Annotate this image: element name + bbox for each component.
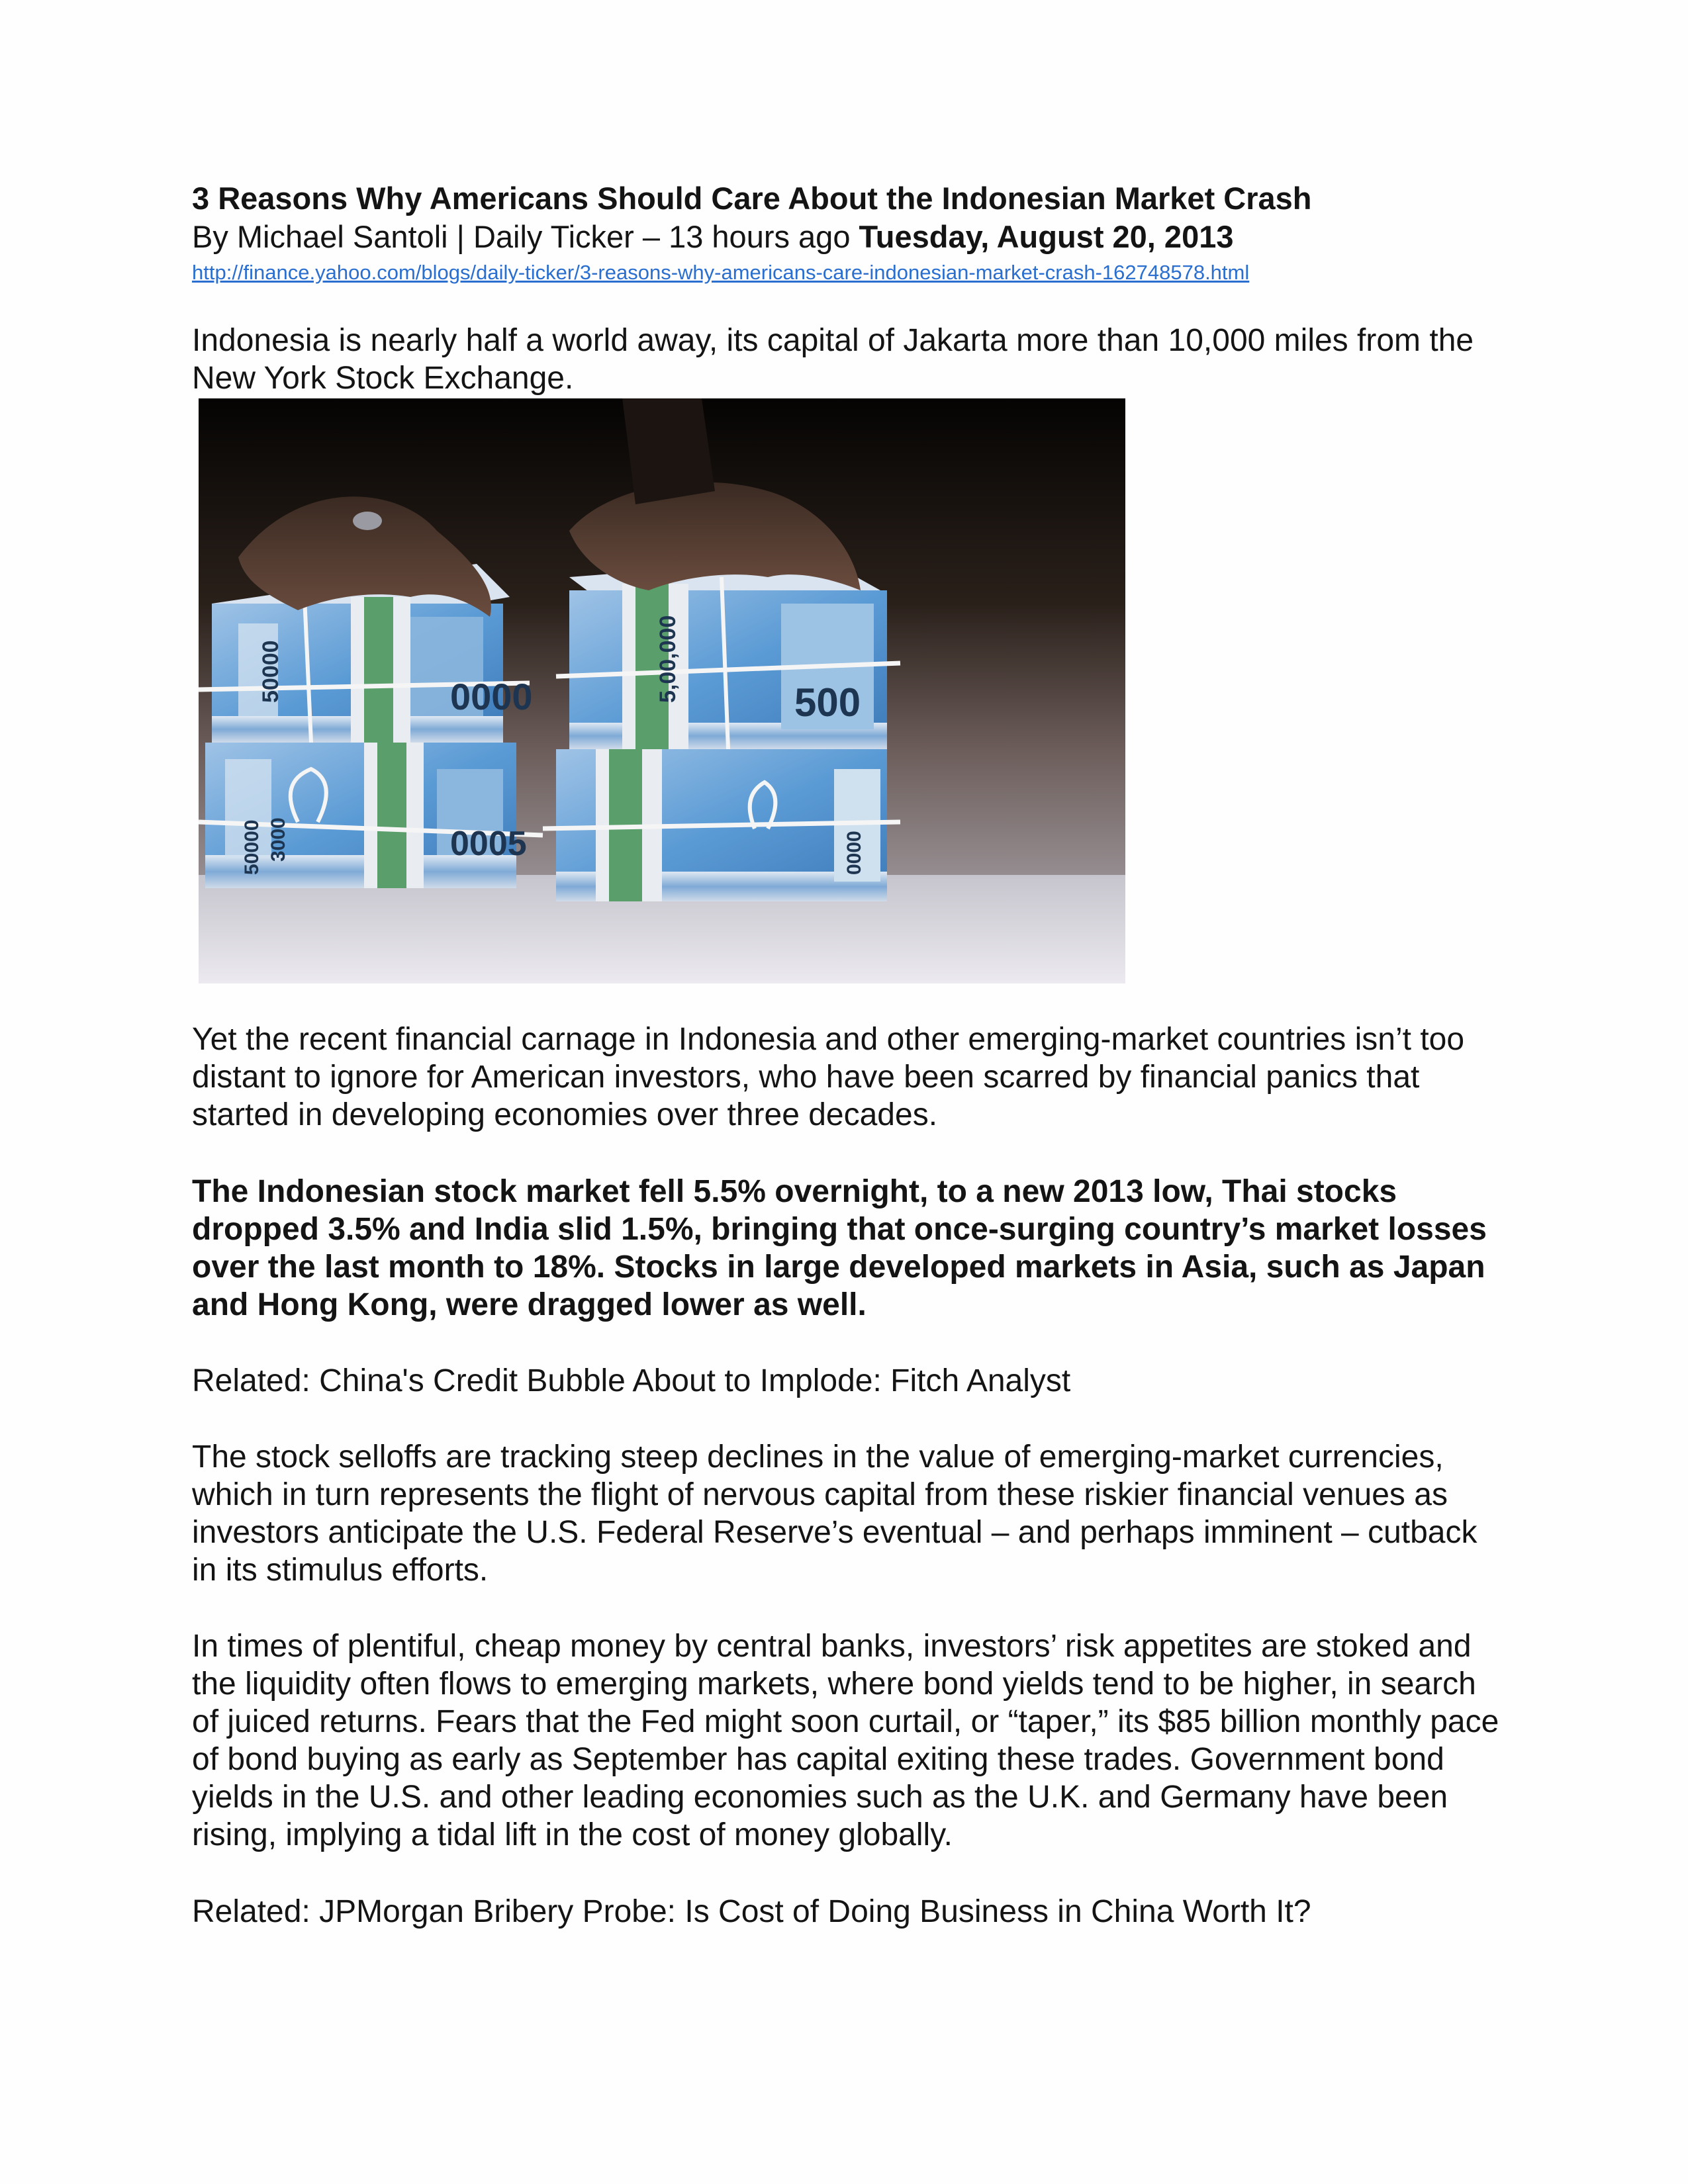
paragraph-intro: Indonesia is nearly half a world away, its capital of Jakarta more than 10,000 miles from the New York Stock Exchange. bbox=[192, 323, 1474, 396]
article-byline bbox=[192, 218, 1233, 255]
banknote-label: 0000 bbox=[843, 831, 865, 875]
banknote-label: 5,00,000 bbox=[655, 615, 680, 703]
article-date: Tuesday, August 20, 2013 bbox=[859, 219, 1234, 254]
paragraph-cheap-money: In times of plentiful, cheap money by central banks, investors’ risk appetites are stoked and the liquidity often flows to emerging markets, where bond yields tend to be higher, in search of juiced returns. Fears that the Fed might soon curtail, or “taper,” its $85 billion monthly pace of bond buying as early as September has capital exiting these trades. Government bond yields in the U.S. and other leading economies such as the U.K. and Germany have been rising, implying a tidal lift in the cost of money globally. bbox=[192, 1629, 1499, 1852]
banknote-bundle-right-bottom bbox=[543, 749, 900, 901]
article-url-link[interactable]: http://finance.yahoo.com/blogs/daily-ticker/3-reasons-why-americans-care-indonesian-market-crash-162748578.html bbox=[192, 261, 1250, 284]
banknote-photo bbox=[199, 398, 1125, 983]
banknote-label: 50000 bbox=[258, 640, 283, 703]
related-link-china-credit[interactable]: Related: China's Credit Bubble About to Implode: Fitch Analyst bbox=[192, 1363, 1071, 1398]
article-title: 3 Reasons Why Americans Should Care About the Indonesian Market Crash bbox=[192, 181, 1312, 216]
banknote-label: 50000 bbox=[241, 819, 263, 875]
banknote-label: 3000 bbox=[267, 817, 289, 862]
paragraph-market-summary: The Indonesian stock market fell 5.5% overnight, to a new 2013 low, Thai stocks dropped 3.5% and India slid 1.5%, bringing that once-surging country’s market losses over the last month to 18%. Stocks in large developed markets in Asia, such as Japan and Hong Kong, were dragged lower as well. bbox=[192, 1174, 1487, 1322]
banknote-label: 500 bbox=[794, 680, 861, 725]
banknote-label: 0000 bbox=[450, 676, 533, 717]
author-source: By Michael Santoli | Daily Ticker – 13 hours ago bbox=[192, 219, 859, 254]
paragraph-selloffs: The stock selloffs are tracking steep declines in the value of emerging-market currencies, which in turn represents the flight of nervous capital from these riskier financial venues as investors anticipate the U.S. Federal Reserve’s eventual – and perhaps imminent – cutback in its stimulus efforts. bbox=[192, 1439, 1477, 1588]
banknote-label: 0005 bbox=[450, 825, 527, 863]
paragraph-carnage: Yet the recent financial carnage in Indonesia and other emerging-market countries isn’t too distant to ignore for American investors, who have been scarred by financial panics that started in developing economies over three decades. bbox=[192, 1022, 1465, 1132]
related-link-jpmorgan[interactable]: Related: JPMorgan Bribery Probe: Is Cost of Doing Business in China Worth It? bbox=[192, 1894, 1311, 1929]
